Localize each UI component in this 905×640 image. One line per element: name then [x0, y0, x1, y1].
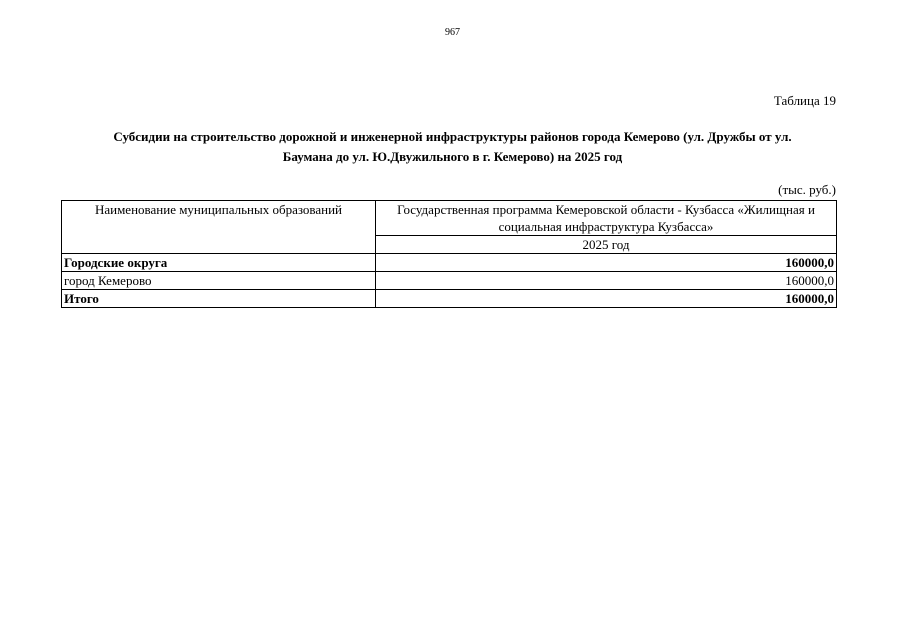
subsidy-table [61, 200, 837, 308]
row-value: 160000,0 [376, 290, 837, 308]
row-name: город Кемерово [62, 272, 376, 290]
document-title-line-1: Субсидии на строительство дорожной и инженерной инфраструктуры районов города Кемерово (ул. Дружбы от ул. [113, 129, 792, 144]
table-row [62, 254, 837, 272]
page-number: 967 [445, 27, 460, 38]
row-value: 160000,0 [376, 272, 837, 290]
document-title-line-2: Баумана до ул. Ю.Двужильного в г. Кемерово) на 2025 год [282, 149, 623, 164]
row-value: 160000,0 [376, 254, 837, 272]
header-program: Государственная программа Кемеровской области - Кузбасса «Жилищная и социальная инфраструктура Кузбасса» [376, 201, 837, 236]
document-title [70, 127, 835, 167]
table-label: Таблица 19 [773, 93, 836, 108]
header-year: 2025 год [376, 236, 837, 254]
table-header-row [62, 201, 837, 236]
table-row [62, 272, 837, 290]
header-municipality: Наименование муниципальных образований [62, 201, 376, 254]
row-name: Городские округа [62, 254, 376, 272]
unit-label: (тыс. руб.) [778, 182, 836, 197]
row-name: Итого [62, 290, 376, 308]
table-row [62, 290, 837, 308]
